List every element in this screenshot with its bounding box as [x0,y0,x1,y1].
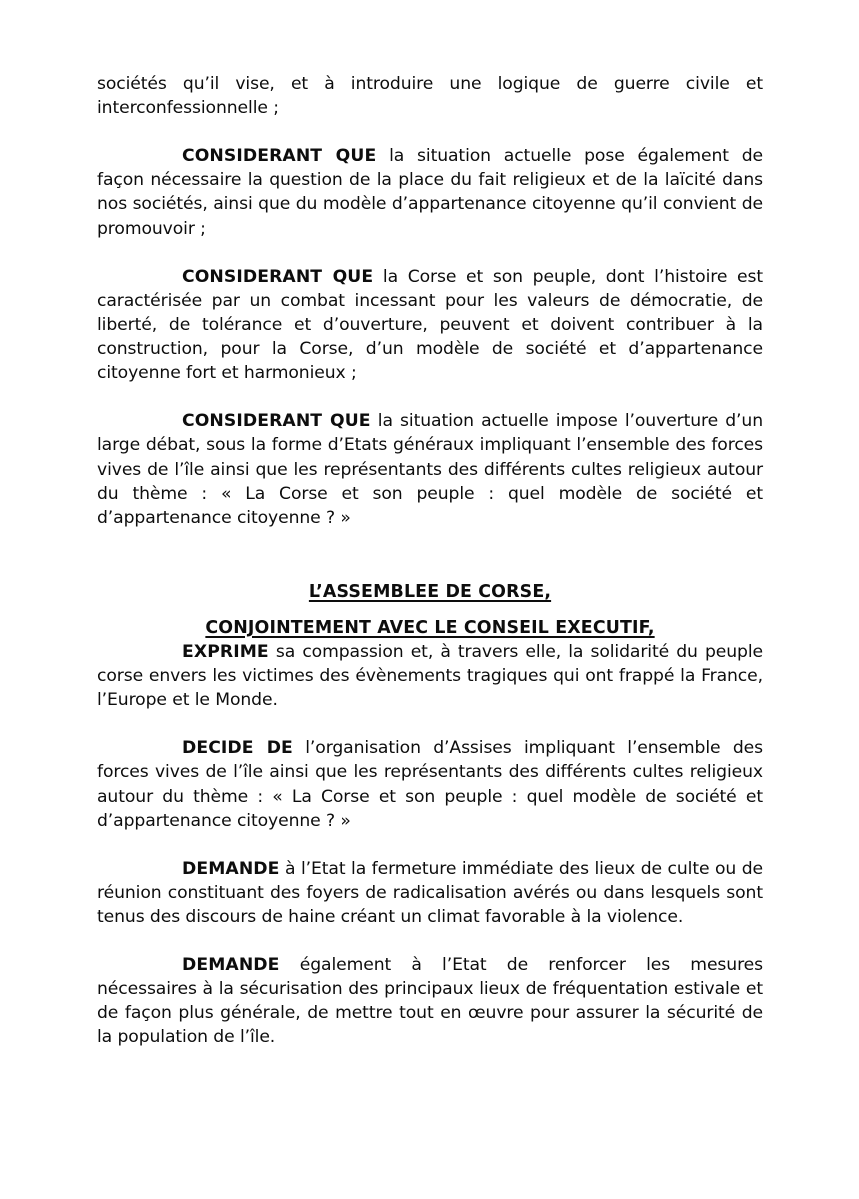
heading-assemblee-de-corse [97,580,763,604]
paragraph-text: la situation actuelle pose également de façon nécessaire la question de la place du fait religieux et de la laïcité dans nos sociétés, ainsi que du modèle d’appartenance citoyenne qu’il convient de promouvoir ; [97,146,764,239]
paragraph-text: l’organisation d’Assises impliquant l’ensemble des forces vives de l’île ainsi que les représentants des différents cultes religieux autour du thème : « La Corse et son peuple : quel modèle de société et d’appartenance citoyenne ? » [97,738,763,831]
paragraph-text: également à l’Etat de renforcer les mesures nécessaires à la sécurisation des principaux lieux de fréquentation estivale et de façon plus générale, de mettre tout en œuvre pour assurer la sécurité de la population de l’île. [97,955,763,1048]
paragraph-text: la Corse et son peuple, dont l’histoire est caractérisée par un combat incessant pour les valeurs de démocratie, de liberté, de tolérance et d’ouverture, peuvent et doivent contribuer à la construction, pour la Corse, d’un modèle de société et d’appartenance citoyenne fort et harmonieux ; [97,266,763,384]
headings-block [97,580,763,640]
paragraph-text: sa compassion et, à travers elle, la solidarité du peuple corse envers les victimes des évènements tragiques qui ont frappé la France, l’Europe et le Monde. [97,641,763,711]
heading-text: L’ASSEMBLEE DE CORSE, [308,581,552,602]
paragraph-exprime [97,640,763,712]
paragraph-continuation [97,72,763,120]
paragraph-lead: CONSIDERANT QUE [182,411,371,432]
document-body [97,72,763,1050]
paragraph-lead: DECIDE DE [182,738,293,759]
paragraph-considerant-1 [97,144,763,240]
paragraph-lead: EXPRIME [182,641,269,662]
paragraph-text: sociétés qu’il vise, et à introduire une logique de guerre civile et interconfessionnelle ; [97,74,763,119]
paragraph-text: à l’Etat la fermeture immédiate des lieux de culte ou de réunion constituant des foyers de radicalisation avérés ou dans lesquels sont tenus des discours de haine créant un climat favorable à la violence. [97,858,763,927]
paragraph-lead: DEMANDE [182,955,280,976]
paragraph-lead: CONSIDERANT QUE [182,146,377,167]
paragraph-text: la situation actuelle impose l’ouverture d’un large débat, sous la forme d’Etats généraux impliquant l’ensemble des forces vives de l’île ainsi que les représentants des différents cultes religieux autour du thème : « La Corse et son peuple : quel modèle de société et d’appartenance citoyenne ? » [97,411,763,528]
paragraph-lead: CONSIDERANT QUE [182,266,374,287]
heading-text: CONJOINTEMENT AVEC LE CONSEIL EXECUTIF, [205,617,655,638]
paragraph-lead: DEMANDE [182,858,280,879]
paragraph-decide-de [97,736,763,832]
heading-conjointement-conseil-executif [97,616,763,640]
paragraph-demande-2 [97,953,763,1049]
paragraph-considerant-2 [97,265,763,385]
paragraph-demande-1 [97,857,763,929]
paragraph-considerant-3 [97,409,763,529]
